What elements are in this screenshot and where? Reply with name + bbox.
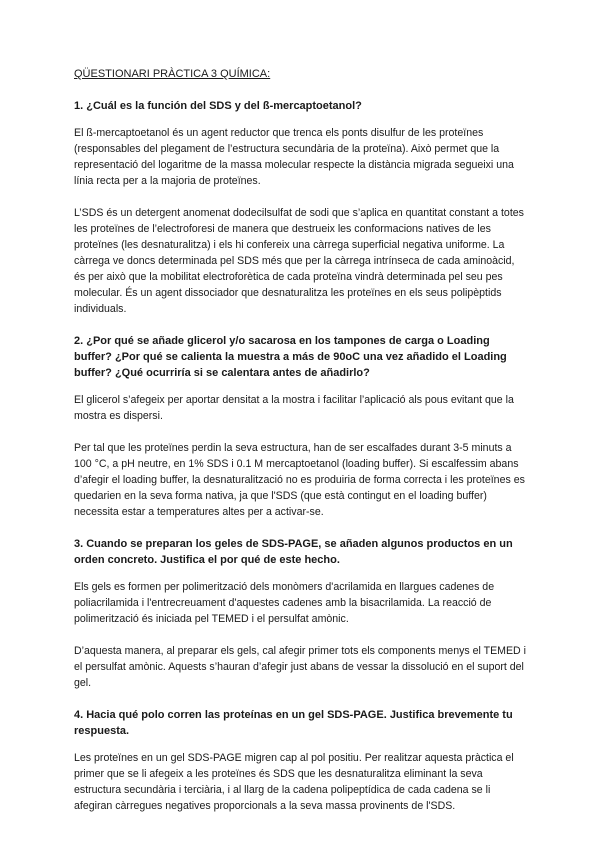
document-title: QÜESTIONARI PRÀCTICA 3 QUÍMICA: [74,68,271,80]
answer-2-paragraph-1: El glicerol s’afegeix per aportar densitat a la mostra i facilitar l’aplicació als pous evitant que la mostra es dispersi. [74,394,514,422]
answer-4-paragraph-1: Les proteïnes en un gel SDS-PAGE migren cap al pol positiu. Per realitzar aquesta pràctica el primer que se li afegeix a les proteïnes és SDS que les desnaturalitza eliminant la seva estructura secundària i terciària, i al llarg de la cadena polipeptídica de cada cadena se li afegiran càrregues negatives proporcionals a la seva massa provinents de l'SDS. [74,752,514,812]
question-1: 1. ¿Cuál es la función del SDS y del ß-mercaptoetanol? [74,100,362,112]
answer-3-paragraph-2: D’aquesta manera, al preparar els gels, cal afegir primer tots els components menys el TEMED i el persulfat amònic. Aquests s’hauran d’afegir just abans de vessar la dissolució en el suport del gel. [74,645,526,689]
answer-3-paragraph-1: Els gels es formen per polimerització dels monòmers d'acrilamida en llargues cadenes de poliacrilamida i l'entrecreuament d'aquestes cadenes amb la bisacrilamida. La reacció de polimerització és iniciada pel TEMED i el persulfat amònic. [74,581,495,625]
question-4: 4. Hacia qué polo corren las proteínas en un gel SDS-PAGE. Justifica brevemente tu respuesta. [74,709,513,737]
answer-2-paragraph-2: Per tal que les proteïnes perdin la seva estructura, han de ser escalfades durant 3-5 minuts a 100 °C, a pH neutre, en 1% SDS i 0.1 M mercaptoetanol (loading buffer). Si escalfessim abans d’afegir el loading buffer, la desnaturalització no es produiria de forma correcta i les proteïnes es quedarien en la seva forma nativa, ja que l'SDS (que està contingut en el loading buffer) necessita estar a temperatures altes per a activar-se. [74,442,525,518]
question-2: 2. ¿Por qué se añade glicerol y/o sacarosa en los tampones de carga o Loading buffer? ¿Por qué se calienta la muestra a más de 90oC una vez añadido el Loading buffer? ¿Qué ocurriría si se calentara antes de añadirlo? [74,335,507,379]
question-3: 3. Cuando se preparan los geles de SDS-PAGE, se añaden algunos productos en un orden concreto. Justifica el por qué de este hecho. [74,538,513,566]
answer-1-paragraph-2: L’SDS és un detergent anomenat dodecilsulfat de sodi que s’aplica en quantitat constant a totes les proteïnes de l’electroforesi de manera que destrueix les conformacions natives de les proteïnes (les desnaturalitza) i els hi confereix una càrrega superficial negativa uniforme. La càrrega ve doncs determinada pel SDS més que per la càrrega intrínseca de cada aminoàcid, és per això que la mobilitat electroforètica de cada proteïna vindrà determinada pel seu pes molecular. És un agent dissociador que desnaturalitza les proteïnes en els seus polipèptids individuals. [74,207,524,315]
answer-1-paragraph-1: El ß-mercaptoetanol és un agent reductor que trenca els ponts disulfur de les proteïnes (responsables del plegament de l’estructura secundària de la proteïna). Això permet que la representació del logaritme de la massa molecular respecte la distància migrada segueixi una línia recta per a la majoria de proteïnes. [74,127,514,187]
